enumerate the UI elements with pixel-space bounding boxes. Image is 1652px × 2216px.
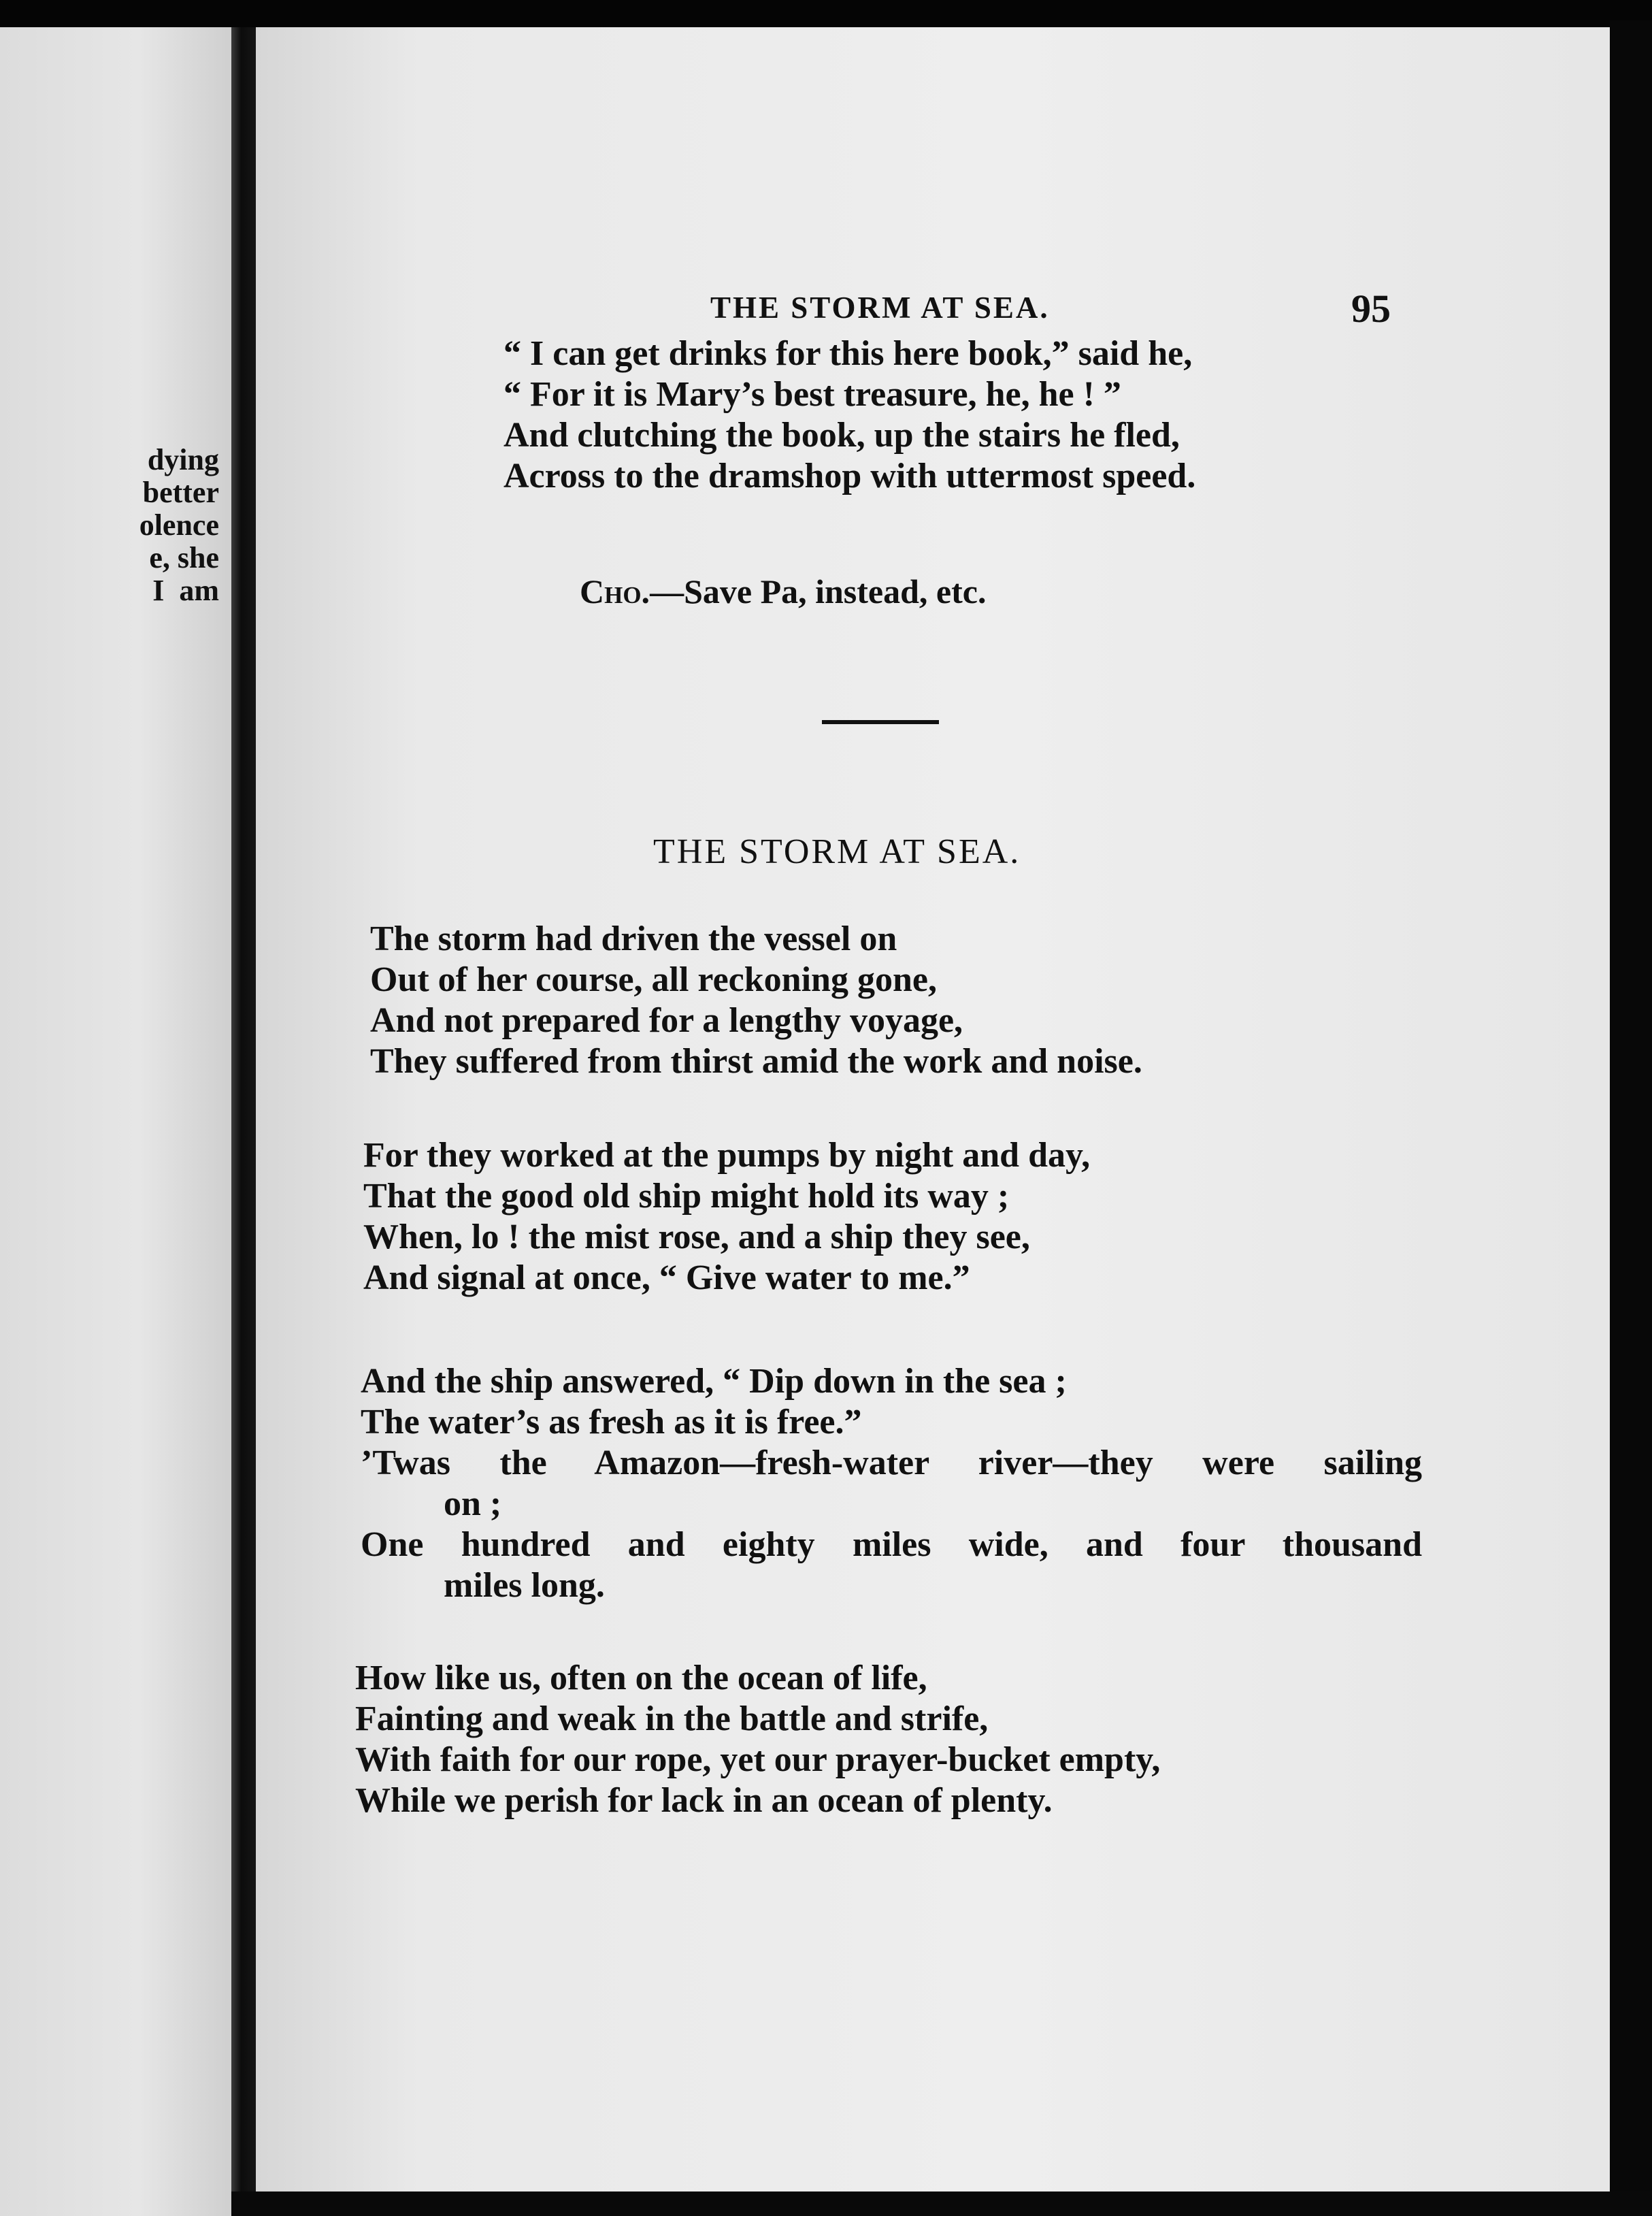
verse-line: When, lo ! the mist rose, and a ship they see, xyxy=(363,1218,1030,1256)
section-divider xyxy=(822,720,939,724)
verse-line: While we perish for lack in an ocean of plenty. xyxy=(355,1781,1053,1820)
verse-line-continuation: miles long. xyxy=(444,1566,605,1605)
scan-top-border xyxy=(0,0,1652,27)
verse-line-continuation: on ; xyxy=(444,1484,502,1523)
verse-line: One hundred and eighty miles wide, and four thousand xyxy=(361,1525,1422,1564)
verse-line: And not prepared for a lengthy voyage, xyxy=(370,1001,963,1040)
verse-line: And signal at once, “ Give water to me.” xyxy=(363,1258,970,1297)
verse-line: With faith for our rope, yet our prayer-bucket empty, xyxy=(355,1740,1161,1779)
stanza-2 xyxy=(363,1135,1090,1299)
book-page xyxy=(256,27,1610,2191)
verse-line: How like us, often on the ocean of life, xyxy=(355,1659,927,1697)
verse-line: For they worked at the pumps by night and day, xyxy=(363,1136,1091,1175)
verse-line: And clutching the book, up the stairs he fled, xyxy=(503,416,1180,455)
verse-line: The water’s as fresh as it is free.” xyxy=(361,1403,862,1441)
verse-line: Out of her course, all reckoning gone, xyxy=(370,960,937,999)
verse-line: That the good old ship might hold its way ; xyxy=(363,1177,1010,1216)
verse-line: “ For it is Mary’s best treasure, he, he ! ” xyxy=(503,375,1121,414)
book-gutter xyxy=(231,27,256,2216)
verse-line: And the ship answered, “ Dip down in the sea ; xyxy=(361,1362,1067,1401)
poem-title: THE STORM AT SEA. xyxy=(653,832,1021,871)
verse-line: Fainting and weak in the battle and strife, xyxy=(355,1699,989,1738)
stanza-3 xyxy=(361,1361,1422,1606)
running-title: THE STORM AT SEA. xyxy=(710,291,1050,325)
scan-right-border xyxy=(1610,20,1652,2216)
verse-line: ’Twas the Amazon—fresh-water river—they were sailing xyxy=(361,1444,1422,1482)
chorus-line xyxy=(580,572,986,611)
stanza-4 xyxy=(355,1658,1160,1821)
verse-line: Across to the dramshop with uttermost speed. xyxy=(503,457,1196,495)
continued-verse xyxy=(503,333,1195,497)
stanza-1 xyxy=(370,919,1142,1082)
verse-line: They suffered from thirst amid the work and noise. xyxy=(370,1042,1142,1081)
chorus-label: Cho. xyxy=(580,572,650,610)
verse-line: “ I can get drinks for this here book,” said he, xyxy=(503,334,1193,373)
verse-line: The storm had driven the vessel on xyxy=(370,919,897,958)
chorus-text: —Save Pa, instead, etc. xyxy=(650,572,987,610)
facing-page-edge xyxy=(0,27,231,2216)
page-number: 95 xyxy=(1351,287,1391,331)
scan-bottom-border xyxy=(231,2191,1652,2216)
facing-page-text: dying better olence e, she I am xyxy=(139,443,219,607)
